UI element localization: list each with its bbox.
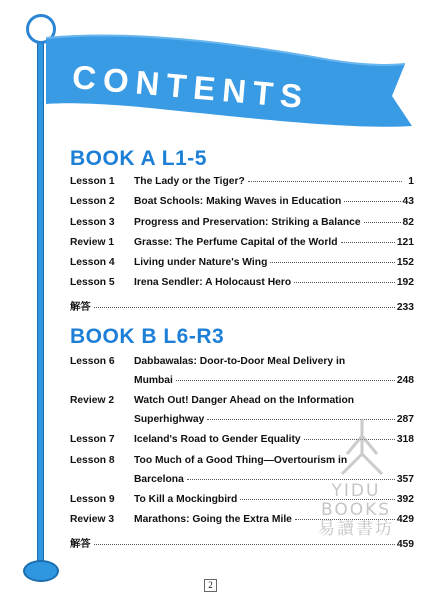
entry-page: 287 [396,414,414,425]
toc-entry-lesson-5[interactable] [70,277,414,297]
entry-title-line2: Barcelona [134,473,184,485]
entry-page: 1 [408,176,414,187]
toc-entry-lesson-3[interactable] [70,217,414,237]
entry-title-line2: Superhighway [134,414,205,425]
entry-label: 解答 [70,538,91,550]
entry-title-line1: Watch Out! Danger Ahead on the Information [134,395,355,406]
book-a-toc [70,176,414,318]
entry-title-line1: Dabbawalas: Door-to-Door Meal Delivery in [134,356,346,367]
entry-title: Marathons: Going the Extra Mile [134,514,292,525]
book-b-heading: BOOK B L6-R3 [70,325,225,348]
entry-title-line2: Mumbai [134,375,173,386]
entry-label: Review 1 [70,236,115,248]
entry-label: 解答 [70,301,91,313]
entry-title: Grasse: The Perfume Capital of the World [134,236,338,248]
toc-entry-lesson-6[interactable] [70,356,414,394]
entry-title-line1: Too Much of a Good Thing—Overtourism in [134,454,348,466]
toc-entry-lesson-1[interactable] [70,176,414,196]
entry-title: Irena Sendler: A Holocaust Hero [134,277,292,289]
entry-label: Lesson 8 [70,454,115,466]
dot-leader [270,262,394,263]
book-a-heading: BOOK A L1-5 [70,147,207,170]
watermark-logo-icon [332,414,392,479]
dot-leader [341,242,395,243]
watermark-line1: YIDU [331,481,381,501]
toc-entry-lesson-2[interactable] [70,196,414,216]
dot-leader [364,222,401,223]
toc-entry-answers-a[interactable] [70,298,414,318]
page-number: 2 [204,579,217,592]
entry-page: 357 [396,473,414,485]
toc-entry-lesson-4[interactable] [70,257,414,277]
entry-page: 192 [396,277,414,289]
entry-title: To Kill a Mockingbird [134,493,238,505]
entry-title: Progress and Preservation: Striking a Balance [134,216,361,228]
entry-label: Lesson 9 [70,493,115,505]
watermark [318,482,394,539]
entry-page: 43 [402,196,414,208]
dot-leader [344,201,400,202]
dot-leader [294,282,395,283]
entry-label: Review 2 [70,395,115,406]
entry-title: The Lady or the Tiger? [134,176,245,187]
toc-entry-review-1[interactable] [70,237,414,257]
entry-page: 152 [396,257,414,269]
entry-page: 121 [396,236,414,248]
entry-title: Living under Nature's Wing [134,257,268,269]
entry-label: Lesson 1 [70,176,115,187]
entry-label: Lesson 5 [70,277,115,289]
entry-label: Lesson 4 [70,257,115,269]
entry-page: 459 [396,538,414,550]
entry-title: Boat Schools: Making Waves in Education [134,196,342,208]
entry-title: Iceland's Road to Gender Equality [134,434,301,445]
entry-label: Lesson 2 [70,196,115,208]
entry-label: Review 3 [70,514,115,525]
watermark-line2: BOOKS [320,500,392,520]
dot-leader [248,181,402,182]
entry-page: 233 [396,301,414,313]
entry-page: 429 [396,514,414,525]
watermark-line3: 易讀書坊 [318,519,394,539]
entry-page: 392 [396,493,414,505]
dot-leader [94,307,395,308]
entry-page: 248 [396,375,414,386]
entry-label: Lesson 7 [70,434,115,445]
dot-leader [176,380,395,381]
entry-page: 82 [402,216,414,228]
entry-label: Lesson 3 [70,216,115,228]
dot-leader [94,544,395,545]
entry-page: 318 [396,434,414,445]
flagpole-base [23,560,59,582]
entry-label: Lesson 6 [70,356,115,367]
contents-title: CONTENTS [70,58,311,116]
